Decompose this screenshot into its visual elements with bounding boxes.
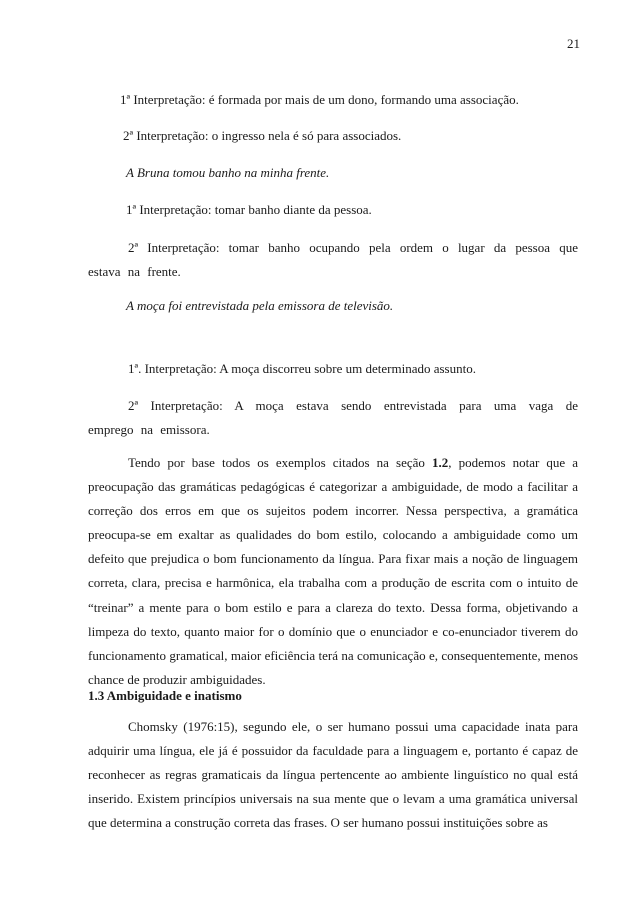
example-interpretation-paragraph: 2ª Interpretação: tomar banho ocupando pela ordem o lugar da pessoa que estava na frente.: [88, 240, 578, 279]
page-number: 21: [567, 36, 580, 51]
example-interpretation-line: 1ª Interpretação: é formada por mais de um dono, formando uma associação.: [120, 92, 519, 107]
example-sentence-italic: A moça foi entrevistada pela emissora de televisão.: [126, 298, 394, 313]
example-interpretation-line: 2ª Interpretação: o ingresso nela é só para associados.: [123, 128, 402, 143]
example-interpretation-line: 1ª Interpretação: tomar banho diante da pessoa.: [126, 202, 372, 217]
paragraph-text: , podemos notar que a preocupação das gramáticas pedagógicas é categorizar a ambiguidade, de modo a facilitar a correção dos erros em que os sujeitos podem incorrer. Nessa perspectiva, a gramática preocupa-se em exaltar as qualidades do bom estilo, colocando a ambiguidade como um defeito que prejudica o bom funcionamento da língua. Para fixar mais a noção de linguagem correta, clara, precisa e harmônica, ela trabalha com a produção de escrita com o intuito de “treinar” a mente para o bom estilo e para a clareza do texto. Dessa forma, objetivando a limpeza do texto, quanto maior for o domínio que o enunciador e co-enunciador tiverem do funcionamento gramatical, maior eficiência terá na comunicação e, consequentemente, menos chance de produzir ambiguidades.: [88, 455, 578, 687]
paragraph-text: Tendo por base todos os exemplos citados na seção: [128, 455, 432, 470]
section-reference-bold: 1.2: [431, 455, 449, 470]
body-paragraph: Chomsky (1976:15), segundo ele, o ser humano possui uma capacidade inata para adquirir uma língua, ele já é possuidor da faculdade para a linguagem e, portanto é capaz de reconhecer as regras gramaticais da língua pertencente ao ambiente linguístico no qual está inserido. Existem princípios universais na sua mente que o levam a uma gramática universal que determina a construção correta das frases. O ser humano possui instituições sobre as: [88, 719, 578, 831]
body-paragraph: [88, 451, 578, 692]
section-heading: 1.3 Ambiguidade e inatismo: [88, 688, 242, 703]
example-interpretation-line: 1ª. Interpretação: A moça discorreu sobre um determinado assunto.: [128, 361, 476, 376]
example-sentence-italic: A Bruna tomou banho na minha frente.: [126, 165, 330, 180]
example-interpretation-paragraph: 2ª Interpretação: A moça estava sendo entrevistada para uma vaga de emprego na emissora.: [88, 398, 578, 437]
